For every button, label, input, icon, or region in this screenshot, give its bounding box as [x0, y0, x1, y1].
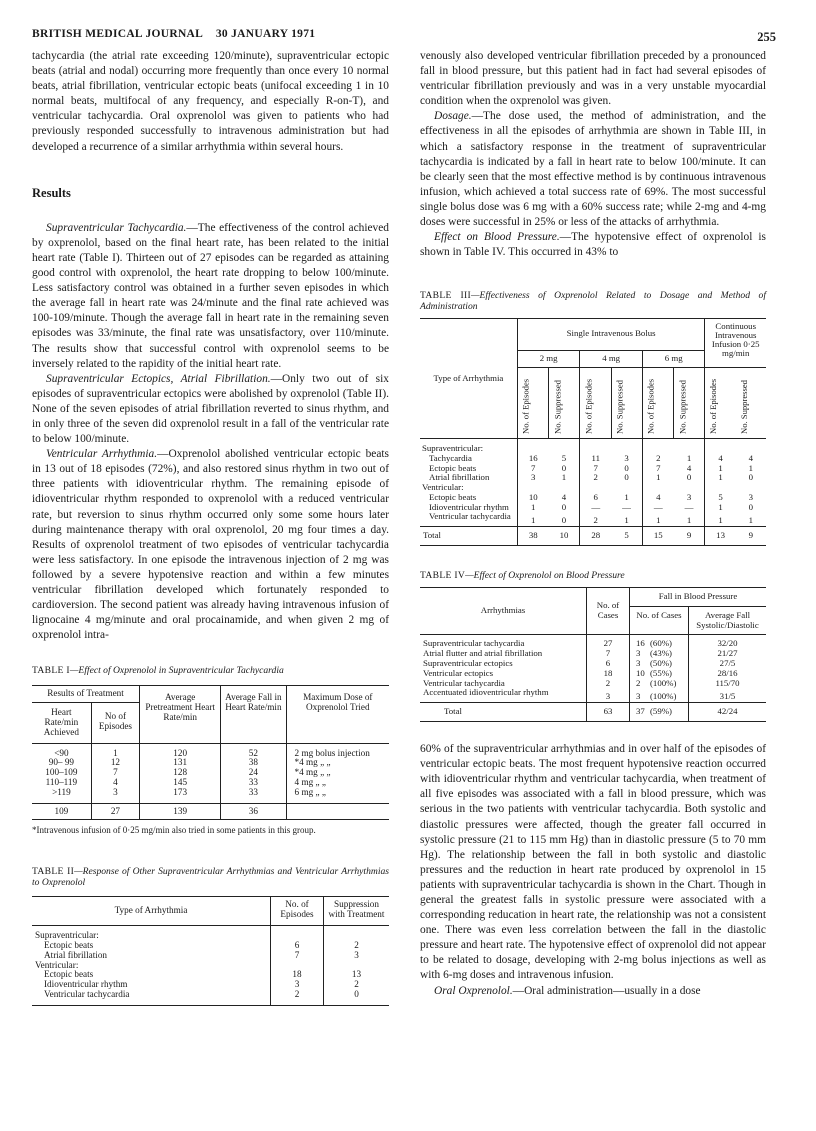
page-number: 255	[757, 30, 776, 44]
t4-cell: 7	[587, 649, 630, 659]
t4-count: 3	[636, 691, 641, 702]
t4-cell	[630, 703, 689, 722]
table-3-title: —Effectiveness of Oxprenolol Related to Dosage and Method of Administration	[420, 290, 766, 313]
t4-header: No. of Cases	[587, 588, 630, 635]
t3-subheader: No. Suppressed	[549, 367, 580, 438]
t2-cell	[271, 926, 324, 941]
t3-cell	[549, 438, 580, 453]
t3-cell: 4	[549, 493, 580, 503]
results-heading: Results	[32, 185, 71, 200]
t3-subheader: No. of Episodes	[517, 367, 548, 438]
t3-cell: 1	[674, 454, 705, 464]
t4-row	[420, 635, 766, 649]
table-4-grid	[420, 587, 766, 722]
table-4-title: —Effect of Oxprenolol on Blood Pressure	[465, 570, 625, 582]
t3-cell: 3	[611, 454, 642, 464]
t1-header: Heart Rate/min Achieved	[32, 703, 91, 743]
t3-cell: 38	[528, 530, 538, 541]
t3-cell: 1	[748, 515, 754, 526]
t1-row	[32, 743, 389, 758]
t3-cell: 2	[656, 452, 661, 463]
t1-cell: 3	[91, 788, 139, 798]
t1-cell: 33	[221, 778, 286, 788]
t3-infusion-header: Continuous Intravenous Infusion 0·25 mg/min	[705, 319, 766, 368]
t3-cell: 10	[549, 527, 580, 546]
t2-cell: 2	[271, 990, 324, 1005]
t3-cell: 3	[531, 472, 536, 483]
left-column	[32, 49, 389, 1006]
t3-cell: 9	[748, 530, 754, 541]
t3-cell	[642, 438, 673, 453]
t3-cell: 1	[718, 462, 723, 473]
t4-header: Fall in Blood Pressure	[630, 588, 767, 607]
continued-paragraph: venously also developed ventricular fibrillation preceded by a pronounced fall in blood pressure, but this patient had in fact had several episodes of ventricular fibrillation previously and was in a very unstable myocardial condition when the oxprenolol was given.	[420, 50, 766, 108]
table-2	[32, 866, 389, 1005]
t1-header: Maximum Dose of Oxprenolol Tried	[303, 692, 373, 713]
t3-cell: 4	[674, 464, 705, 474]
va-title: Ventricular Arrhythmia.	[46, 448, 158, 461]
t3-cell: 11	[591, 452, 600, 463]
t3-cell: 0	[611, 473, 642, 483]
svt-text: —The effectiveness of the control achieved by oxprenolol, based on the final heart rate, has been related to the initial heart rate (Table I). Thirteen out of 27 episodes can be regarded as attaining good control with oxprenolol, the heart rate dropping to below 100/minute. Less satisfactory control was obtained in a further seven episodes in which the average fall in heart rate was 24/minute and the final rate achieved was 100-109/minute. Though the average fall in heart rate in the remaining seven episodes was 33/minute, the final rate was unsatisfactory, over 110/minute. The results show that successful control with oxprenolol seems to be inversely related to the rapidity of the initial heart rate.	[32, 221, 389, 370]
t3-cell: 1	[611, 493, 642, 503]
table-3-grid	[420, 318, 766, 546]
t4-cell	[630, 688, 689, 702]
t3-cell: 13	[716, 530, 725, 541]
t4-cell: Supraventricular tachycardia	[420, 635, 587, 649]
dosage-paragraph	[420, 109, 766, 230]
va-text: —Oxprenolol abolished ventricular ectopic beats in 13 out of 18 episodes (72%), and also restored sinus rhythm in two out of three patients with idioventricular rhythm. The remaining episode of idioventricular rhythm responded to oxprenolol with a reduced ventricular rate, but reversion to sinus rhythm occurred only some some hours later during maintenance therapy with oral oxprenolol, 20 mg four times a day. Results of oxprenolol treatment of two episodes of ventricular tachycardia were less satisfactory. In one episode the intravenous injection of 2 mg was followed by a severe hypotensive reaction and within a few minutes ventricular fibrillation developed which fortunately responded to cardioversion. The second patient was already having intravenous infusion of lignocaine 4 mg/minute and oral procainamide, and when given 2 mg of oxprenolol intra-	[32, 448, 389, 642]
t3-cell: 10	[528, 491, 538, 502]
t2-row	[32, 926, 389, 941]
t3-cell: 4	[656, 491, 661, 502]
t3-cell: 7	[656, 462, 661, 473]
oral-paragraph	[420, 984, 766, 999]
t3-bolus-header: Single Intravenous Bolus	[517, 319, 705, 351]
t3-total-label: Total	[420, 527, 517, 546]
va-paragraph	[32, 447, 389, 643]
t1-cell: 4 mg „ „	[294, 776, 326, 787]
t1-cell: 128	[140, 768, 221, 778]
t4-percent: (100%)	[650, 677, 677, 688]
t1-cell: 90– 99	[32, 758, 91, 768]
t4-body	[420, 635, 766, 703]
t3-total-row	[420, 527, 766, 546]
t1-cell: 110–119	[32, 778, 91, 788]
t1-cell: 145	[140, 778, 221, 788]
t3-cell: 6	[593, 491, 598, 502]
t2-cell: Atrial fibrillation	[32, 951, 271, 961]
table-2-label: TABLE II	[32, 866, 75, 878]
t3-cell: 15	[653, 530, 663, 541]
t2-header: No. of Episodes	[271, 897, 324, 926]
t4-percent: (100%)	[650, 691, 677, 702]
t4-cell: 42/24	[717, 706, 738, 717]
oral-title: Oral Oxprenolol.	[434, 984, 513, 997]
t1-cell: 120	[140, 743, 221, 758]
t3-cell: 1	[674, 512, 705, 526]
t1-cell: 7	[91, 768, 139, 778]
t1-cell: 33	[221, 788, 286, 798]
t2-header: Suppression with Treatment	[328, 899, 385, 920]
t3-cell: 1	[718, 472, 723, 483]
t2-cell: Ventricular tachycardia	[32, 990, 271, 1005]
t3-cell: 0	[674, 473, 705, 483]
t1-cell: 36	[221, 803, 286, 820]
t3-type-header: Type of Arrhythmia	[420, 319, 517, 439]
bp-text: —The hypotensive effect of oxprenolol is shown in Table IV. This occurred in 43% to	[420, 231, 766, 259]
issue-date: 30 JANUARY 1971	[215, 28, 316, 40]
t3-row	[420, 512, 766, 526]
t3-row-label: Ectopic beats	[420, 493, 517, 503]
t1-header: Average Pretreatment Heart Rate/min	[140, 686, 221, 743]
t2-cell: Ectopic beats	[32, 941, 271, 951]
t4-cell: Ventricular tachycardia	[420, 679, 587, 689]
t4-percent: (50%)	[650, 658, 672, 669]
t3-dose-header: 4 mg	[580, 351, 643, 368]
t4-cell	[630, 635, 689, 649]
t1-cell: *4 mg „ „	[294, 767, 331, 778]
t1-cell	[286, 803, 389, 820]
t2-cell: 7	[271, 951, 324, 961]
t4-total-label: Total	[420, 703, 587, 722]
t4-cell: 31/5	[719, 691, 736, 702]
t3-cell: —	[611, 503, 642, 513]
t3-cell	[580, 438, 611, 453]
sve-text: —Only two out of six episodes of supraventricular ectopics were abolished by oxprenolol (Table II). None of the seven episodes of atrial fibrillation reverted to sinus rhythm, and in only three of the seven did oxprenolol result in a fall of the ventricular rate to below 100/minute.	[32, 372, 389, 446]
t3-cell	[705, 438, 736, 453]
t3-subheader: No. Suppressed	[674, 367, 705, 438]
t2-cell: Supraventricular:	[32, 926, 271, 941]
bp-title: Effect on Blood Pressure.	[434, 231, 560, 244]
t2-cell: 3	[271, 980, 324, 990]
running-header	[32, 22, 776, 42]
t3-cell: 1	[611, 512, 642, 526]
t1-cell: 139	[140, 803, 221, 820]
t1-cell: 1	[91, 743, 139, 758]
t3-subheader: No. of Episodes	[642, 367, 673, 438]
t4-percent: (55%)	[650, 667, 672, 678]
t3-row-label: Ventricular:	[420, 483, 517, 493]
t3-cell: 5	[718, 491, 723, 502]
t2-cell: 3	[354, 949, 359, 960]
t1-cell: 12	[91, 758, 139, 768]
bp-continued-paragraph: 60% of the supraventricular arrhythmias and in over half of the episodes of ventricular ectopic beats. The most frequent hypotensive reaction occurred with idioventricular rhythm and ventricular tachycardia, when treatment of all five episodes was associated with a fall in blood pressure, which was serious in the two patients with ventricular tachycardia. Both systolic and diastolic pressures were affected, though the greater fall occurred in systolic pressure (21 to 115 mm Hg) than in diastolic pressure (5 to 70 mm Hg). The relationship between the fall in both systolic and diastolic pressures and the reduction in heart rate produced by oxprenolol in 15 patients with supraventricular tachycardia is shown in the Chart. Though in general the greatest falls in systolic pressure were associated with a corresponding reducation in heart rate, the relationship was not a consistent one. There was even less correlation between the fall in the diastolic pressure and heart rate. The hypotensive effect of oxprenolol did not appear to be related to dosage, developing with 2-mg bolus injections as well as with 6-mg doses and intravenous infusion.	[420, 743, 766, 982]
bp-paragraph	[420, 230, 766, 260]
methods-paragraph: tachycardia (the atrial rate exceeding 120/minute), supraventricular ectopic beats (atrial and nodal) occurring more frequently than once every 10 normal beats, atrial fibrillation, ventricular ectopic beats (unifocal exceeding 1 in 10 normal beats, multifocal of any frequency, and especially R-on-T), and ventricular tachycardia. Oral oxprenolol was given to patients who had previously responded successfully to intravenous administration but had developed a recurrence of a similar arrhythmia within several hours.	[32, 50, 389, 153]
svt-title: Supraventricular Tachycardia.	[46, 221, 187, 234]
table-1-title: —Effect of Oxprenolol in Supraventricular Tachycardia	[69, 665, 284, 677]
t1-cell: 52	[221, 743, 286, 758]
t2-cell: Ventricular:	[32, 961, 271, 971]
t4-cell: 115/70	[715, 677, 740, 688]
t4-cell: 18	[587, 669, 630, 679]
t3-cell: —	[653, 501, 663, 512]
t3-cell: 1	[718, 501, 723, 512]
t1-cell: 2 mg bolus injection	[294, 747, 370, 758]
t3-cell	[517, 438, 548, 453]
t2-cell: Idioventricular rhythm	[32, 980, 271, 990]
t4-count: 3	[636, 658, 641, 669]
t3-row	[420, 438, 766, 453]
t3-row-label: Supraventricular:	[420, 438, 517, 453]
t3-cell: 0	[549, 512, 580, 526]
table-1-grid	[32, 685, 389, 820]
t2-cell: 2	[354, 940, 359, 951]
t4-header: Average Fall Systolic/Diastolic	[696, 609, 759, 630]
t3-cell	[674, 438, 705, 453]
t3-cell: 0	[748, 472, 754, 483]
t3-row-label: Idioventricular rhythm	[420, 503, 517, 513]
t1-group-header: Results of Treatment	[32, 686, 140, 703]
table-1-caption	[32, 665, 389, 676]
t3-cell: 1	[656, 472, 661, 483]
table-4-caption	[420, 570, 766, 581]
t3-dose-header: 6 mg	[642, 351, 705, 368]
t3-cell: 5	[611, 527, 642, 546]
t3-cell: 4	[718, 452, 723, 463]
t3-cell: 0	[549, 464, 580, 474]
table-3	[420, 290, 766, 546]
t1-cell: <90	[32, 743, 91, 758]
t2-row	[32, 951, 389, 961]
t3-subheader: No. of Episodes	[580, 367, 611, 438]
t1-cell: 6 mg „ „	[294, 786, 326, 797]
t4-cell: 63	[587, 703, 630, 722]
t2-cell: 18	[271, 970, 324, 980]
table-1-footnote: *Intravenous infusion of 0·25 mg/min also tried in some patients in this group.	[32, 825, 316, 836]
table-4	[420, 570, 766, 722]
t3-cell: 0	[549, 503, 580, 513]
t3-cell: —	[674, 503, 705, 513]
t4-cell	[630, 679, 689, 689]
t2-cell: 0	[354, 989, 359, 1000]
table-1-label: TABLE I	[32, 665, 70, 677]
t4-cell: 32/20	[717, 638, 738, 649]
t3-cell: 0	[611, 464, 642, 474]
t1-cell: 100–109	[32, 768, 91, 778]
t1-total-row	[32, 803, 389, 820]
t3-row-label: Atrial fibrillation	[420, 473, 517, 483]
t3-cell	[736, 438, 766, 453]
t3-subheader: No. Suppressed	[611, 367, 642, 438]
t3-subheader: No. Suppressed	[738, 380, 749, 435]
t3-cell: 1	[656, 515, 661, 526]
t3-row	[420, 473, 766, 483]
table-3-label: TABLE III	[420, 290, 471, 302]
t4-header: Arrhythmias	[420, 588, 587, 635]
t3-cell: —	[591, 501, 601, 512]
table-2-title: —Response of Other Supraventricular Arrhythmias and Ventricular Arrhythmias to Oxprenolol	[32, 866, 390, 889]
t4-percent: (60%)	[650, 638, 672, 649]
t2-cell: 2	[354, 979, 359, 990]
t3-cell: 4	[748, 452, 754, 463]
t2-cell: Ectopic beats	[32, 970, 271, 980]
t4-count: 37	[636, 706, 645, 717]
t3-cell	[611, 438, 642, 453]
t4-cell: 3	[587, 688, 630, 702]
t2-row	[32, 990, 389, 1005]
t1-cell: >119	[32, 788, 91, 798]
t4-cell: 27	[587, 635, 630, 649]
t2-header: Type of Arrhythmia	[32, 897, 271, 926]
t1-row	[32, 788, 389, 798]
t3-cell: 2	[593, 515, 598, 526]
journal-name: BRITISH MEDICAL JOURNAL	[32, 28, 204, 40]
t4-percent: (59%)	[650, 706, 672, 717]
t1-cell: *4 mg „ „	[294, 757, 331, 768]
t4-cell: 6	[587, 659, 630, 669]
t4-cell: 2	[587, 679, 630, 689]
t3-cell: 2	[593, 472, 598, 483]
t1-row	[32, 758, 389, 768]
table-4-label: TABLE IV	[420, 570, 466, 582]
t3-row-label: Tachycardia	[420, 454, 517, 464]
t1-cell: 109	[32, 803, 91, 820]
t3-cell: 16	[528, 452, 538, 463]
t3-cell: 3	[674, 493, 705, 503]
t4-cell: Atrial flutter and atrial fibrillation	[420, 649, 587, 659]
t1-cell: 27	[91, 803, 139, 820]
t2-cell	[324, 926, 390, 941]
t4-cell: Accentuated idioventricular rhythm	[420, 688, 587, 702]
t3-cell: 1	[549, 473, 580, 483]
t3-cell: 1	[531, 501, 536, 512]
t1-cell: 173	[140, 788, 221, 798]
t3-cell: 1	[531, 515, 536, 526]
t3-body	[420, 438, 766, 526]
t4-cell: 21/27	[717, 648, 738, 659]
t3-row-label: Ventricular tachycardia	[420, 512, 517, 526]
t2-cell: 6	[271, 941, 324, 951]
t1-body	[32, 743, 389, 803]
t3-cell: 1	[748, 462, 754, 473]
t3-cell: 7	[593, 462, 598, 473]
t4-cell: Supraventricular ectopics	[420, 659, 587, 669]
t1-cell: 24	[221, 768, 286, 778]
t3-cell: 9	[674, 527, 705, 546]
t1-cell: 131	[140, 758, 221, 768]
t3-cell: 5	[549, 454, 580, 464]
right-column	[420, 49, 766, 999]
t4-count: 3	[636, 648, 641, 659]
t2-cell: 13	[351, 969, 362, 980]
t3-cell: 1	[718, 515, 723, 526]
t1-cell: 38	[221, 758, 286, 768]
t4-cell: Ventricular ectopics	[420, 669, 587, 679]
t4-count: 2	[636, 677, 641, 688]
table-3-caption	[420, 290, 766, 312]
t4-total-row	[420, 703, 766, 722]
t4-row	[420, 688, 766, 702]
t1-row	[32, 778, 389, 788]
table-2-caption	[32, 866, 389, 888]
t3-subheader: No. of Episodes	[705, 367, 736, 438]
t1-header: No of Episodes	[91, 703, 139, 743]
t4-percent: (43%)	[650, 648, 672, 659]
t3-cell: 0	[748, 501, 754, 512]
t3-cell: 7	[531, 462, 536, 473]
table-1	[32, 665, 389, 838]
t1-header: Average Fall in Heart Rate/min	[221, 686, 286, 743]
t4-count: 16	[636, 638, 645, 649]
t4-header: No. of Cases	[630, 606, 689, 635]
dosage-text: —The dose used, the method of administration, and the effectiveness in all the episodes of arrhythmia are shown in Table III, in which a satisfactory response in the treatment of supraventricular tachycardia is indicated by a fall in heart rate to below 100/minute. It can be clearly seen that the most effective method is by continuous intravenous infusion, which achieved a total success rate of 69%. The most successful single bolus dose was 6 mg with a 60% success rate; while 2-mg and 4-mg doses were successful in 25% or less of the attacks of arrhythmia.	[420, 110, 766, 229]
dosage-title: Dosage.	[434, 110, 472, 123]
t1-cell: 4	[91, 778, 139, 788]
t3-cell: 3	[748, 491, 754, 502]
t3-dose-header: 2 mg	[517, 351, 580, 368]
table-2-grid	[32, 896, 389, 1005]
t4-cell: 28/16	[717, 667, 738, 678]
t2-body	[32, 926, 389, 1006]
t1-row	[32, 768, 389, 778]
t4-count: 10	[636, 667, 645, 678]
sve-paragraph	[32, 372, 389, 447]
svt-paragraph	[32, 221, 389, 372]
t4-cell: 27/5	[719, 658, 736, 669]
journal-date	[32, 28, 315, 40]
t3-cell: 28	[591, 530, 601, 541]
oral-text: —Oral administration—usually in a dose	[512, 984, 701, 997]
sve-title: Supraventricular Ectopics, Atrial Fibrillation.	[46, 372, 271, 385]
t3-row-label: Ectopic beats	[420, 464, 517, 474]
